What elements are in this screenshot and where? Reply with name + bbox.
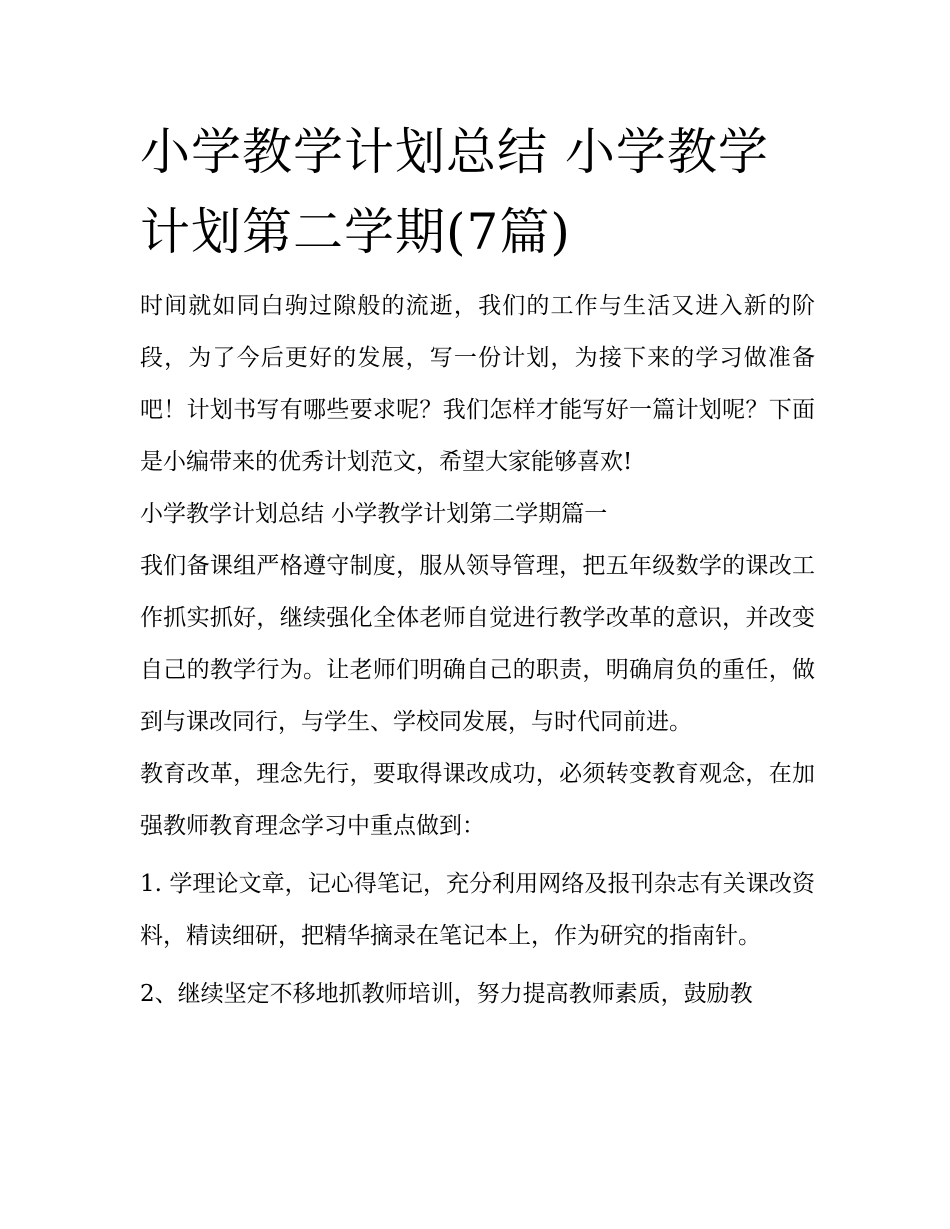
section-heading: 小学教学计划总结 小学教学计划第二学期篇一	[140, 501, 608, 527]
list-item-1: 1. 学理论文章，记心得笔记，充分利用网络及报刊杂志有关课改资料，精读细研，把精华摘录在笔记本上，作为研究的指南针。	[140, 871, 815, 949]
list-item-2: 2、继续坚定不移地抓教师培训，努力提高教师素质，鼓励教	[140, 981, 753, 1007]
intro-paragraph: 时间就如同白驹过隙般的流逝，我们的工作与生活又进入新的阶段，为了今后更好的发展，写一份计划，为接下来的学习做准备吧！计划书写有哪些要求呢？我们怎样才能写好一篇计划呢？下面是小编带来的优秀计划范文，希望大家能够喜欢!	[140, 293, 815, 475]
document-title: 小学教学计划总结 小学教学计划第二学期(7篇)	[140, 123, 769, 261]
body-paragraph: 我们备课组严格遵守制度，服从领导管理，把五年级数学的课改工作抓实抓好，继续强化全体老师自觉进行教学改革的意识，并改变自己的教学行为。让老师们明确自己的职责，明确肩负的重任，做到与课改同行，与学生、学校同发展，与时代同前进。	[140, 553, 815, 735]
document-page	[140, 112, 815, 1020]
body-paragraph: 教育改革，理念先行，要取得课改成功，必须转变教育观念，在加强教师教育理念学习中重点做到：	[140, 761, 815, 839]
